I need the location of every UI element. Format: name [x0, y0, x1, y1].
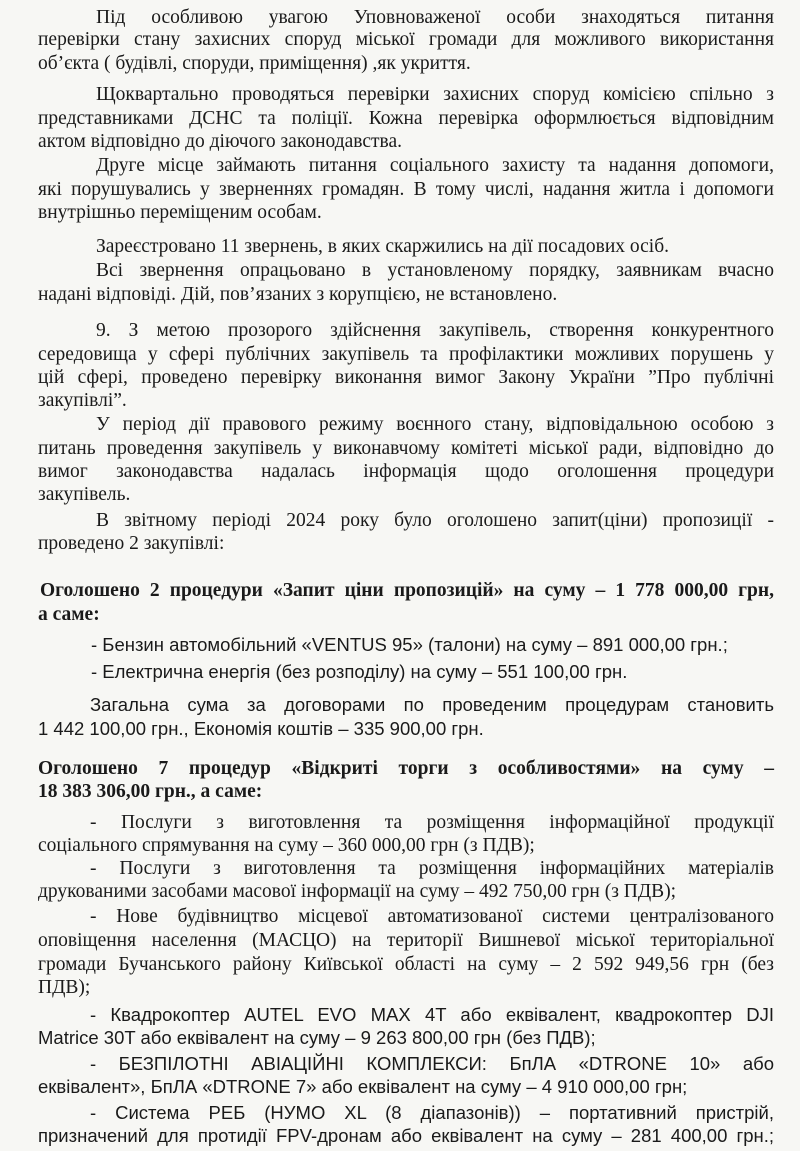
list-item: еквівалент», БпЛА «DTRONE 7» або еквівалент на суму – 4 910 000,00 грн;	[38, 1076, 688, 1097]
paragraph-line: В звітному періоді 2024 року було оголошено запит(ціни) пропозиції -	[96, 510, 774, 531]
paragraph-line: Зареєстровано 11 звернень, в яких скаржились на дії посадових осіб.	[96, 236, 669, 257]
paragraph-line: надані відповіді. Дій, пов’язаних з корупцією, не встановлено.	[38, 284, 558, 305]
paragraph-line: актом відповідно до діючого законодавства.	[38, 131, 403, 152]
paragraph-line: які порушувались у зверненнях громадян. В тому числі, надання житла і допомоги	[38, 179, 774, 200]
section-heading: Оголошено 7 процедур «Відкриті торги з особливостями» на суму –	[38, 758, 774, 779]
list-item: соціального спрямування на суму – 360 000,00 грн (з ПДВ);	[38, 835, 535, 856]
paragraph-line: закупівлі”.	[38, 390, 127, 411]
paragraph-line: середовища у сфері публічних закупівель та профілактики можливих порушень у	[38, 344, 774, 365]
paragraph-line: внутрішньо переміщеним особам.	[38, 202, 322, 223]
list-item: призначений для протидії FPV-дронам або еквівалент на суму – 281 400,00 грн.;	[38, 1125, 774, 1146]
list-item: громади Бучанського району Київської області на суму – 2 592 949,56 грн (без	[38, 954, 774, 975]
list-item: - Послуги з виготовлення та розміщення інформаційних матеріалів	[90, 858, 774, 879]
list-item: - Квадрокоптер AUTEL EVO MAX 4T або еквівалент, квадрокоптер DJI	[90, 1004, 774, 1025]
list-item: - Послуги з виготовлення та розміщення інформаційної продукції	[90, 812, 774, 833]
paragraph-line: представниками ДСНС та поліції. Кожна перевірка оформлюється відповідним	[38, 108, 774, 129]
section-heading: а саме:	[38, 604, 100, 625]
paragraph-line: Загальна сума за договорами по проведеним процедурам становить	[90, 694, 774, 715]
paragraph-line: цій сфері, проведено перевірку виконання вимог Закону України ”Про публічні	[38, 367, 774, 388]
list-item: - Система РЕБ (НУМО XL (8 діапазонів)) – портативний пристрій,	[90, 1102, 774, 1123]
paragraph-line: 1 442 100,00 грн., Економія коштів – 335 900,00 грн.	[38, 718, 484, 739]
list-item: - Бензин автомобільний «VENTUS 95» (талони) на суму – 891 000,00 грн.;	[91, 634, 728, 655]
paragraph-line: Щоквартально проводяться перевірки захисних споруд комісією спільно з	[96, 84, 774, 105]
paragraph-line: Друге місце займають питання соціального захисту та надання допомоги,	[96, 155, 774, 176]
list-item: - БЕЗПІЛОТНІ АВІАЦІЙНІ КОМПЛЕКСИ: БпЛА «DTRONE 10» або	[90, 1053, 774, 1074]
paragraph-line: перевірки стану захисних споруд міської громади для можливого використання	[38, 29, 774, 50]
section-heading: 18 383 306,00 грн., а саме:	[38, 781, 263, 802]
paragraph-line: закупівель.	[38, 484, 131, 505]
paragraph-line: питань проведення закупівель у виконавчому комітеті міської ради, відповідно до	[38, 438, 774, 459]
list-item: - Електрична енергія (без розподілу) на суму – 551 100,00 грн.	[91, 661, 628, 682]
section-heading: Оголошено 2 процедури «Запит ціни пропозицій» на суму – 1 778 000,00 грн,	[40, 580, 774, 601]
list-item: - Нове будівництво місцевої автоматизованої системи централізованого	[90, 906, 774, 927]
paragraph-line: вимог законодавства надалась інформація щодо оголошення процедури	[38, 461, 774, 482]
paragraph-line: об’єкта ( будівлі, споруди, приміщення) ,як укриття.	[38, 53, 471, 74]
list-item: ПДВ);	[38, 977, 91, 998]
paragraph-line: 9. З метою прозорого здійснення закупівель, створення конкурентного	[96, 320, 774, 341]
paragraph-line: Всі звернення опрацьовано в установленому порядку, заявникам вчасно	[96, 260, 774, 281]
list-item: друкованими засобами масової інформації на суму – 492 750,00 грн (з ПДВ);	[38, 881, 677, 902]
list-item: оповіщення населення (МАСЦО) на території Вишневої міської територіальної	[38, 930, 774, 951]
list-item: Matrice 30T або еквівалент на суму – 9 263 800,00 грн (без ПДВ);	[38, 1027, 596, 1048]
paragraph-line: У період дії правового режиму воєнного стану, відповідальною особою з	[96, 414, 774, 435]
paragraph-line: Під особливою увагою Уповноваженої особи знаходяться питання	[96, 7, 774, 28]
paragraph-line: проведено 2 закупівлі:	[38, 533, 225, 554]
